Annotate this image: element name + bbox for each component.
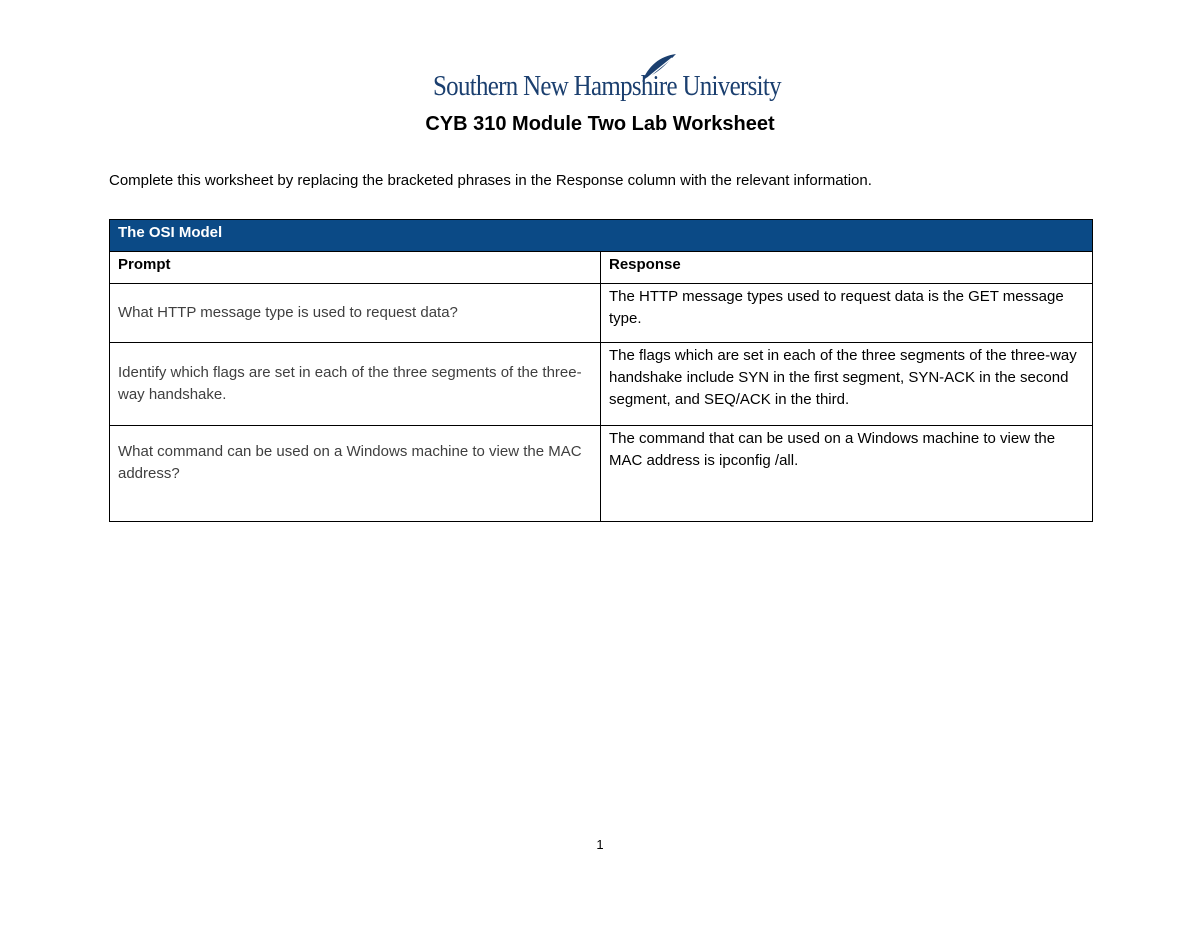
table-row [110,284,1093,343]
response-cell[interactable]: The HTTP message types used to request data is the GET message type. [601,284,1093,343]
page-number: 1 [596,837,604,852]
university-logo [433,52,781,102]
column-header-row [110,252,1093,284]
prompt-cell: What HTTP message type is used to request data? [110,284,601,343]
prompt-cell: What command can be used on a Windows machine to view the MAC address? [110,426,601,522]
response-cell[interactable]: The command that can be used on a Windows machine to view the MAC address is ipconfig /all. [601,426,1093,522]
worksheet-table [109,219,1093,522]
prompt-cell: Identify which flags are set in each of the three segments of the three-way handshake. [110,343,601,426]
instructions-text: Complete this worksheet by replacing the bracketed phrases in the Response column with the relevant information. [109,172,872,189]
logo-text: Southern New Hampshire University [433,70,781,102]
section-title: The OSI Model [110,220,1093,252]
column-header-response: Response [601,252,1093,284]
table-row [110,426,1093,522]
response-cell[interactable]: The flags which are set in each of the three segments of the three-way handshake include SYN in the first segment, SYN-ACK in the second segment, and SEQ/ACK in the third. [601,343,1093,426]
table-row [110,343,1093,426]
section-header-row [110,220,1093,252]
document-title: CYB 310 Module Two Lab Worksheet [425,113,775,135]
column-header-prompt: Prompt [110,252,601,284]
